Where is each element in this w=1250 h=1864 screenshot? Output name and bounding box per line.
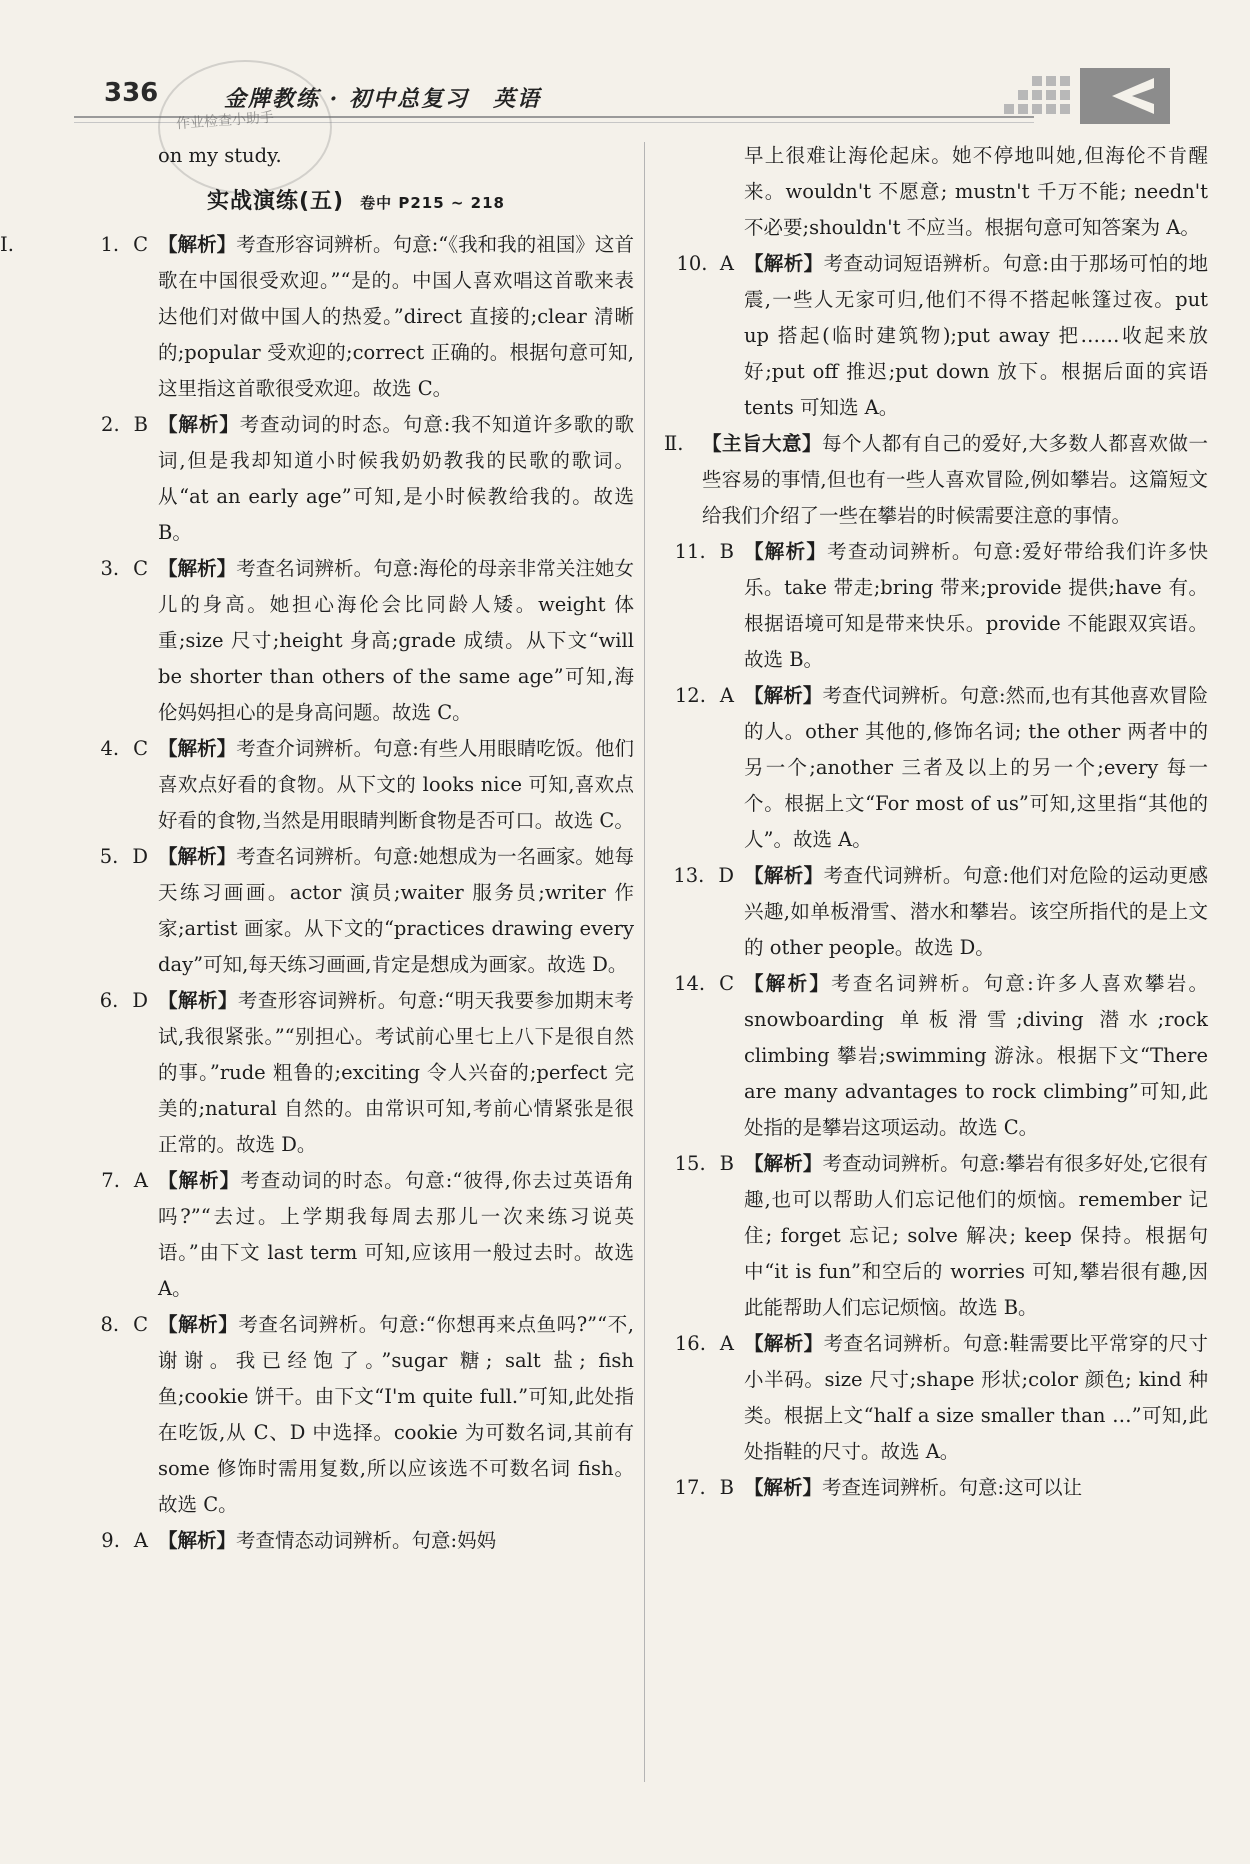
question-number: 6. xyxy=(99,989,119,1012)
left-column xyxy=(0,138,634,1559)
section-title xyxy=(78,184,634,221)
analysis-tag: 【解析】 xyxy=(744,1332,824,1355)
header-decoration-icon xyxy=(1004,68,1174,126)
analysis-tag: 【解析】 xyxy=(158,413,240,436)
answer-letter: B xyxy=(719,1476,734,1499)
analysis-text: 考查名词辨析。句意:许多人喜欢攀岩。snowboarding 单板滑雪;diving 潜水;rock climbing 攀岩;swimming 游泳。根据下文“There are many advantages to rock climbing”可知,此处指的是攀岩这项运动。故选 C。 xyxy=(744,972,1208,1139)
question-number: 16. xyxy=(674,1332,706,1355)
analysis-text: 考查动词短语辨析。句意:由于那场可怕的地震,一些人无家可归,他们不得不搭起帐篷过夜。put up 搭起(临时建筑物);put away 把……收起来放好;put off 推迟;put down 放下。根据后面的宾语 tents 可知选 A。 xyxy=(744,252,1208,419)
item-number: 10. A xyxy=(676,252,734,275)
question-number: 7. xyxy=(101,1169,120,1192)
question-number: 13. xyxy=(673,864,705,887)
analysis-text: 考查动词辨析。句意:爱好带给我们许多快乐。take 带走;bring 带来;provide 提供;have 有。根据语境可知是带来快乐。provide 不能跟双宾语。故选 B。 xyxy=(744,540,1208,671)
answer-item xyxy=(664,1146,1208,1326)
answer-letter: B xyxy=(719,1152,734,1175)
question-number: 8. xyxy=(100,1313,120,1336)
section-roman-numeral: Ⅰ. xyxy=(0,233,14,256)
question-number: 1. xyxy=(100,233,120,256)
analysis-tag: 【解析】 xyxy=(744,540,828,563)
item-number xyxy=(78,731,148,767)
item-number xyxy=(78,983,148,1019)
answer-item xyxy=(78,1163,634,1307)
item-number xyxy=(78,551,148,587)
answer-letter: D xyxy=(132,989,148,1012)
analysis-text: 考查动词的时态。句意:“彼得,你去过英语角吗?”“去过。上学期我每周去那儿一次来练习说英语。”由下文 last term 可知,应该用一般过去时。故选 A。 xyxy=(158,1169,634,1300)
answer-item xyxy=(664,1470,1208,1506)
item-number xyxy=(78,407,148,443)
main-idea-text: 每个人都有自己的爱好,大多数人都喜欢做一些容易的事情,但也有一些人喜欢冒险,例如攀岩。这篇短文给我们介绍了一些在攀岩的时候需要注意的事情。 xyxy=(702,432,1208,527)
question-number: 17. xyxy=(674,1476,706,1499)
analysis-text: 考查形容词辨析。句意:“明天我要参加期末考试,我很紧张。”“别担心。考试前心里七上八下是很自然的事。”rude 粗鲁的;exciting 令人兴奋的;perfect 完美的;natural 自然的。由常识可知,考前心情紧张是很正常的。故选 D。 xyxy=(158,989,634,1156)
item-number xyxy=(664,966,734,1002)
analysis-tag: 【解析】 xyxy=(158,1169,241,1192)
answer-item xyxy=(78,983,634,1163)
item-number xyxy=(664,534,734,570)
answer-letter: C xyxy=(133,1313,148,1336)
answer-letter: C xyxy=(719,972,734,995)
analysis-tag: 【解析】 xyxy=(744,252,824,275)
answer-letter: A xyxy=(133,1169,148,1192)
answer-list-right xyxy=(664,534,1208,1506)
answer-letter: A xyxy=(719,1332,734,1355)
analysis-tag: 【解析】 xyxy=(158,557,237,580)
answer-item xyxy=(78,407,634,551)
main-idea-block xyxy=(664,426,1208,534)
answer-letter: A xyxy=(133,1529,148,1552)
question-number: 15. xyxy=(674,1152,706,1175)
analysis-text: 考查代词辨析。句意:他们对危险的运动更感兴趣,如单板滑雪、潜水和攀岩。该空所指代的是上文的 other people。故选 D。 xyxy=(744,864,1208,959)
answer-letter: C xyxy=(133,557,148,580)
item-number xyxy=(78,1307,148,1343)
column-divider xyxy=(644,142,645,1782)
question-number: 12. xyxy=(674,684,706,707)
section-page-range: 卷中 P215 ~ 218 xyxy=(360,194,505,212)
question-number: 4. xyxy=(100,737,120,760)
answer-letter: C xyxy=(133,737,148,760)
section-title-text: 实战演练(五) xyxy=(207,189,345,214)
answer-letter: B xyxy=(719,540,734,563)
analysis-tag: 【解析】 xyxy=(158,1313,239,1336)
question-number: 11. xyxy=(674,540,706,563)
analysis-text: 考查名词辨析。句意:她想成为一名画家。她每天练习画画。actor 演员;waiter 服务员;writer 作家;artist 画家。从下文的“practices drawing every day”可知,每天练习画画,肯定是想成为画家。故选 D。 xyxy=(158,845,634,976)
answer-item xyxy=(664,1326,1208,1470)
right-column xyxy=(664,138,1208,1506)
analysis-tag: 【解析】 xyxy=(744,1152,823,1175)
question-number: 3. xyxy=(100,557,120,580)
item-number xyxy=(664,1470,734,1506)
analysis-tag: 【解析】 xyxy=(744,864,824,887)
carry-over-text: on my study. xyxy=(158,144,282,167)
question-number: 9. xyxy=(101,1529,120,1552)
item-number xyxy=(664,1326,734,1362)
answer-item xyxy=(664,858,1208,966)
answer-letter: B xyxy=(133,413,148,436)
question-number: 2. xyxy=(101,413,120,436)
answer-item xyxy=(78,1307,634,1523)
answer-list-left xyxy=(0,227,634,1559)
analysis-tag: 【解析】 xyxy=(744,684,823,707)
analysis-tag: 【解析】 xyxy=(158,845,237,868)
book-title: 金牌教练 · 初中总复习 英语 xyxy=(224,86,541,112)
answer-item xyxy=(664,534,1208,678)
question-number: 5. xyxy=(99,845,119,868)
analysis-text: 考查名词辨析。句意:“你想再来点鱼吗?”“不,谢谢。我已经饱了。”sugar 糖; salt 盐; fish 鱼;cookie 饼干。由下文“I'm quite full.”可知,此处指在吃饭,从 C、D 中选择。cookie 为可数名词,其前有 some 修饰时需用复数,所以应该选不可数名词 fish。故选 C。 xyxy=(158,1313,634,1516)
item-number xyxy=(664,678,734,714)
analysis-text: 考查动词辨析。句意:攀岩有很多好处,它很有趣,也可以帮助人们忘记他们的烦恼。remember 记住; forget 忘记; solve 解决; keep 保持。根据句中“it is fun”和空后的 worries 可知,攀岩很有趣,因此能帮助人们忘记烦恼。故选 B。 xyxy=(744,1152,1208,1319)
item-number xyxy=(78,1523,148,1559)
item-number xyxy=(0,227,148,263)
answer-item xyxy=(0,227,634,407)
answer-letter: D xyxy=(132,845,148,868)
analysis-text: 考查介词辨析。句意:有些人用眼睛吃饭。他们喜欢点好看的食物。从下文的 looks nice 可知,喜欢点好看的食物,当然是用眼睛判断食物是否可口。故选 C。 xyxy=(158,737,634,832)
item-number xyxy=(664,858,734,894)
analysis-text: 考查名词辨析。句意:鞋需要比平常穿的尺寸小半码。size 尺寸;shape 形状;color 颜色; kind 种类。根据上文“half a size smaller than …”可知,此处指鞋的尺寸。故选 A。 xyxy=(744,1332,1208,1463)
question-number: 14. xyxy=(674,972,706,995)
answer-letter: C xyxy=(133,233,148,256)
answer-item xyxy=(78,731,634,839)
answer-item xyxy=(664,966,1208,1146)
analysis-tag: 【解析】 xyxy=(158,737,237,760)
main-idea-tag: 【主旨大意】 xyxy=(702,432,822,455)
section-roman-numeral: Ⅱ. xyxy=(664,432,684,455)
stamp-text: 作业检查小助手 xyxy=(175,109,275,133)
analysis-text: 考查动词的时态。句意:我不知道许多歌的歌词,但是我却知道小时候我奶奶教我的民歌的歌词。从“at an early age”可知,是小时候教给我的。故选 B。 xyxy=(158,413,634,544)
answer-item xyxy=(78,839,634,983)
item-number xyxy=(78,1163,148,1199)
analysis-text: 考查代词辨析。句意:然而,也有其他喜欢冒险的人。other 其他的,修饰名词; the other 两者中的另一个;another 三者及以上的另一个;every 每一个。根据上文“For most of us”可知,这里指“其他的人”。故选 A。 xyxy=(744,684,1208,851)
analysis-tag: 【解析】 xyxy=(158,1529,237,1552)
item-number xyxy=(664,1146,734,1182)
analysis-tag: 【解析】 xyxy=(158,233,237,256)
answer-item xyxy=(664,678,1208,858)
answer-item xyxy=(78,1523,634,1559)
analysis-text: 考查连词辨析。句意:这可以让 xyxy=(822,1476,1083,1499)
item-number xyxy=(78,839,148,875)
answer-item-10 xyxy=(664,246,1208,426)
page-number: 336 xyxy=(104,78,159,108)
carry-over-text-right: 早上很难让海伦起床。她不停地叫她,但海伦不肯醒来。wouldn't 不愿意; mustn't 千万不能; needn't 不必要;shouldn't 不应当。根据句意可知答案为 A。 xyxy=(744,144,1208,239)
analysis-tag: 【解析】 xyxy=(744,1476,823,1499)
analysis-tag: 【解析】 xyxy=(744,972,832,995)
analysis-text: 考查名词辨析。句意:海伦的母亲非常关注她女儿的身高。她担心海伦会比同龄人矮。weight 体重;size 尺寸;height 身高;grade 成绩。从下文“will be shorter than others of the same age”可知,海伦妈妈担心的是身高问题。故选 C。 xyxy=(158,557,634,724)
answer-letter: D xyxy=(718,864,734,887)
answer-letter: A xyxy=(719,684,734,707)
analysis-text: 考查形容词辨析。句意:“《我和我的祖国》这首歌在中国很受欢迎。”“是的。中国人喜欢唱这首歌来表达他们对做中国人的热爱。”direct 直接的;clear 清晰的;popular 受欢迎的;correct 正确的。根据句意可知,这里指这首歌很受欢迎。故选 C。 xyxy=(158,233,634,400)
analysis-tag: 【解析】 xyxy=(158,989,238,1012)
analysis-text: 考查情态动词辨析。句意:妈妈 xyxy=(236,1529,497,1552)
answer-item xyxy=(78,551,634,731)
